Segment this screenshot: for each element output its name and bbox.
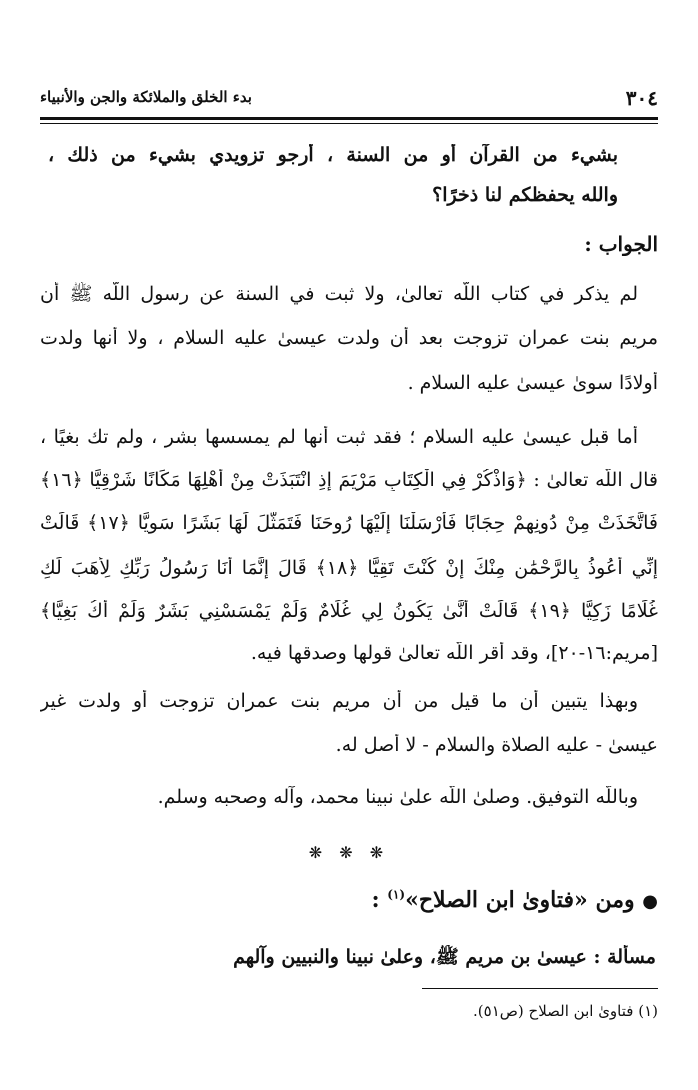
running-title: بدء الخلق والملائكة والجن والأنبياء [40,88,252,106]
section-heading [40,887,658,913]
header-rule-thin [40,123,658,124]
para1-line-3: أولادًا سوىٰ عيسىٰ عليه السلام . [407,372,658,394]
section-title: ومن «فتاوىٰ ابن الصلاح» [405,887,635,913]
para3-line-2: عيسىٰ - عليه الصلاة والسلام - لا أصل له. [335,734,658,756]
para3-line-1: وبهذا يتبين أن ما قيل من أن مريم بنت عمران تزوجت أو ولدت غير [40,690,638,712]
para2-line-2: قال اللّه تعالىٰ : ﴿وَاذْكُرْ فِي الْكِتَابِ مَرْيَمَ إِذِ انْتَبَذَتْ مِنْ أَهْلِهَا مَكَانًا شَرْقِيًّا ﴿١٦﴾ [40,469,658,491]
para1-line-2: مريم بنت عمران تزوجت بعد أن ولدت عيسىٰ عليه السلام ، ولا أنها ولدت [40,327,658,349]
separator-stars: ❋ ❋ ❋ [308,843,390,862]
para2-line-4: إِنِّي أَعُوذُ بِالرَّحْمَٰنِ مِنْكَ إِنْ كُنْتَ تَقِيًّا ﴿١٨﴾ قَالَ إِنَّمَا أَنَا رَسُولُ رَبِّكِ لِأَهَبَ لَكِ [40,557,658,579]
page-number: ٣٠٤ [625,86,658,110]
page-header [40,86,658,112]
question-line-2: والله يحفظكم لنا ذخرًا؟ [432,184,618,206]
answer-heading: الجواب : [584,232,658,256]
question-line-1: بشيء من القرآن أو من السنة ، أرجو تزويدي بشيء من ذلك ، [48,144,618,166]
header-rule-thick [40,117,658,120]
masala-line: مسألة : عيسىٰ بن مريم ﷺ، وعلىٰ نبينا والنبيين وآلهم [233,946,656,968]
para2-line-6: [مريم:١٦-٢٠]، وقد أقر اللّه تعالىٰ قولها وصدقها فيه. [250,642,658,664]
footnote-rule [422,988,658,989]
para2-line-3: فَاتَّخَذَتْ مِنْ دُونِهِمْ حِجَابًا فَأَرْسَلْنَا إِلَيْهَا رُوحَنَا فَتَمَثَّلَ لَهَا بَشَرًا سَوِيًّا ﴿١٧﴾ قَالَتْ [40,512,658,534]
footnote-ref: (١) [387,887,406,902]
para1-line-1: لم يذكر في كتاب اللّه تعالىٰ، ولا ثبت في السنة عن رسول اللّه ﷺ أن [40,283,638,305]
para2-line-1: أما قبل عيسىٰ عليه السلام ؛ فقد ثبت أنها لم يمسسها بشر ، ولم تك بغيًا ، [40,426,638,448]
section-colon: : [371,887,380,913]
bullet-icon: ● [642,891,658,912]
closing-line: وباللّه التوفيق. وصلىٰ اللّه علىٰ نبينا محمد، وآله وصحبه وسلم. [157,786,638,808]
para2-line-5: غُلَامًا زَكِيًّا ﴿١٩﴾ قَالَتْ أَنَّىٰ يَكُونُ لِي غُلَامٌ وَلَمْ يَمْسَسْنِي بَشَرٌ وَلَمْ أَكُ بَغِيًّا﴾ [40,600,658,622]
footnote-text: (١) فتاوىٰ ابن الصلاح (ص٥١). [473,1002,658,1020]
